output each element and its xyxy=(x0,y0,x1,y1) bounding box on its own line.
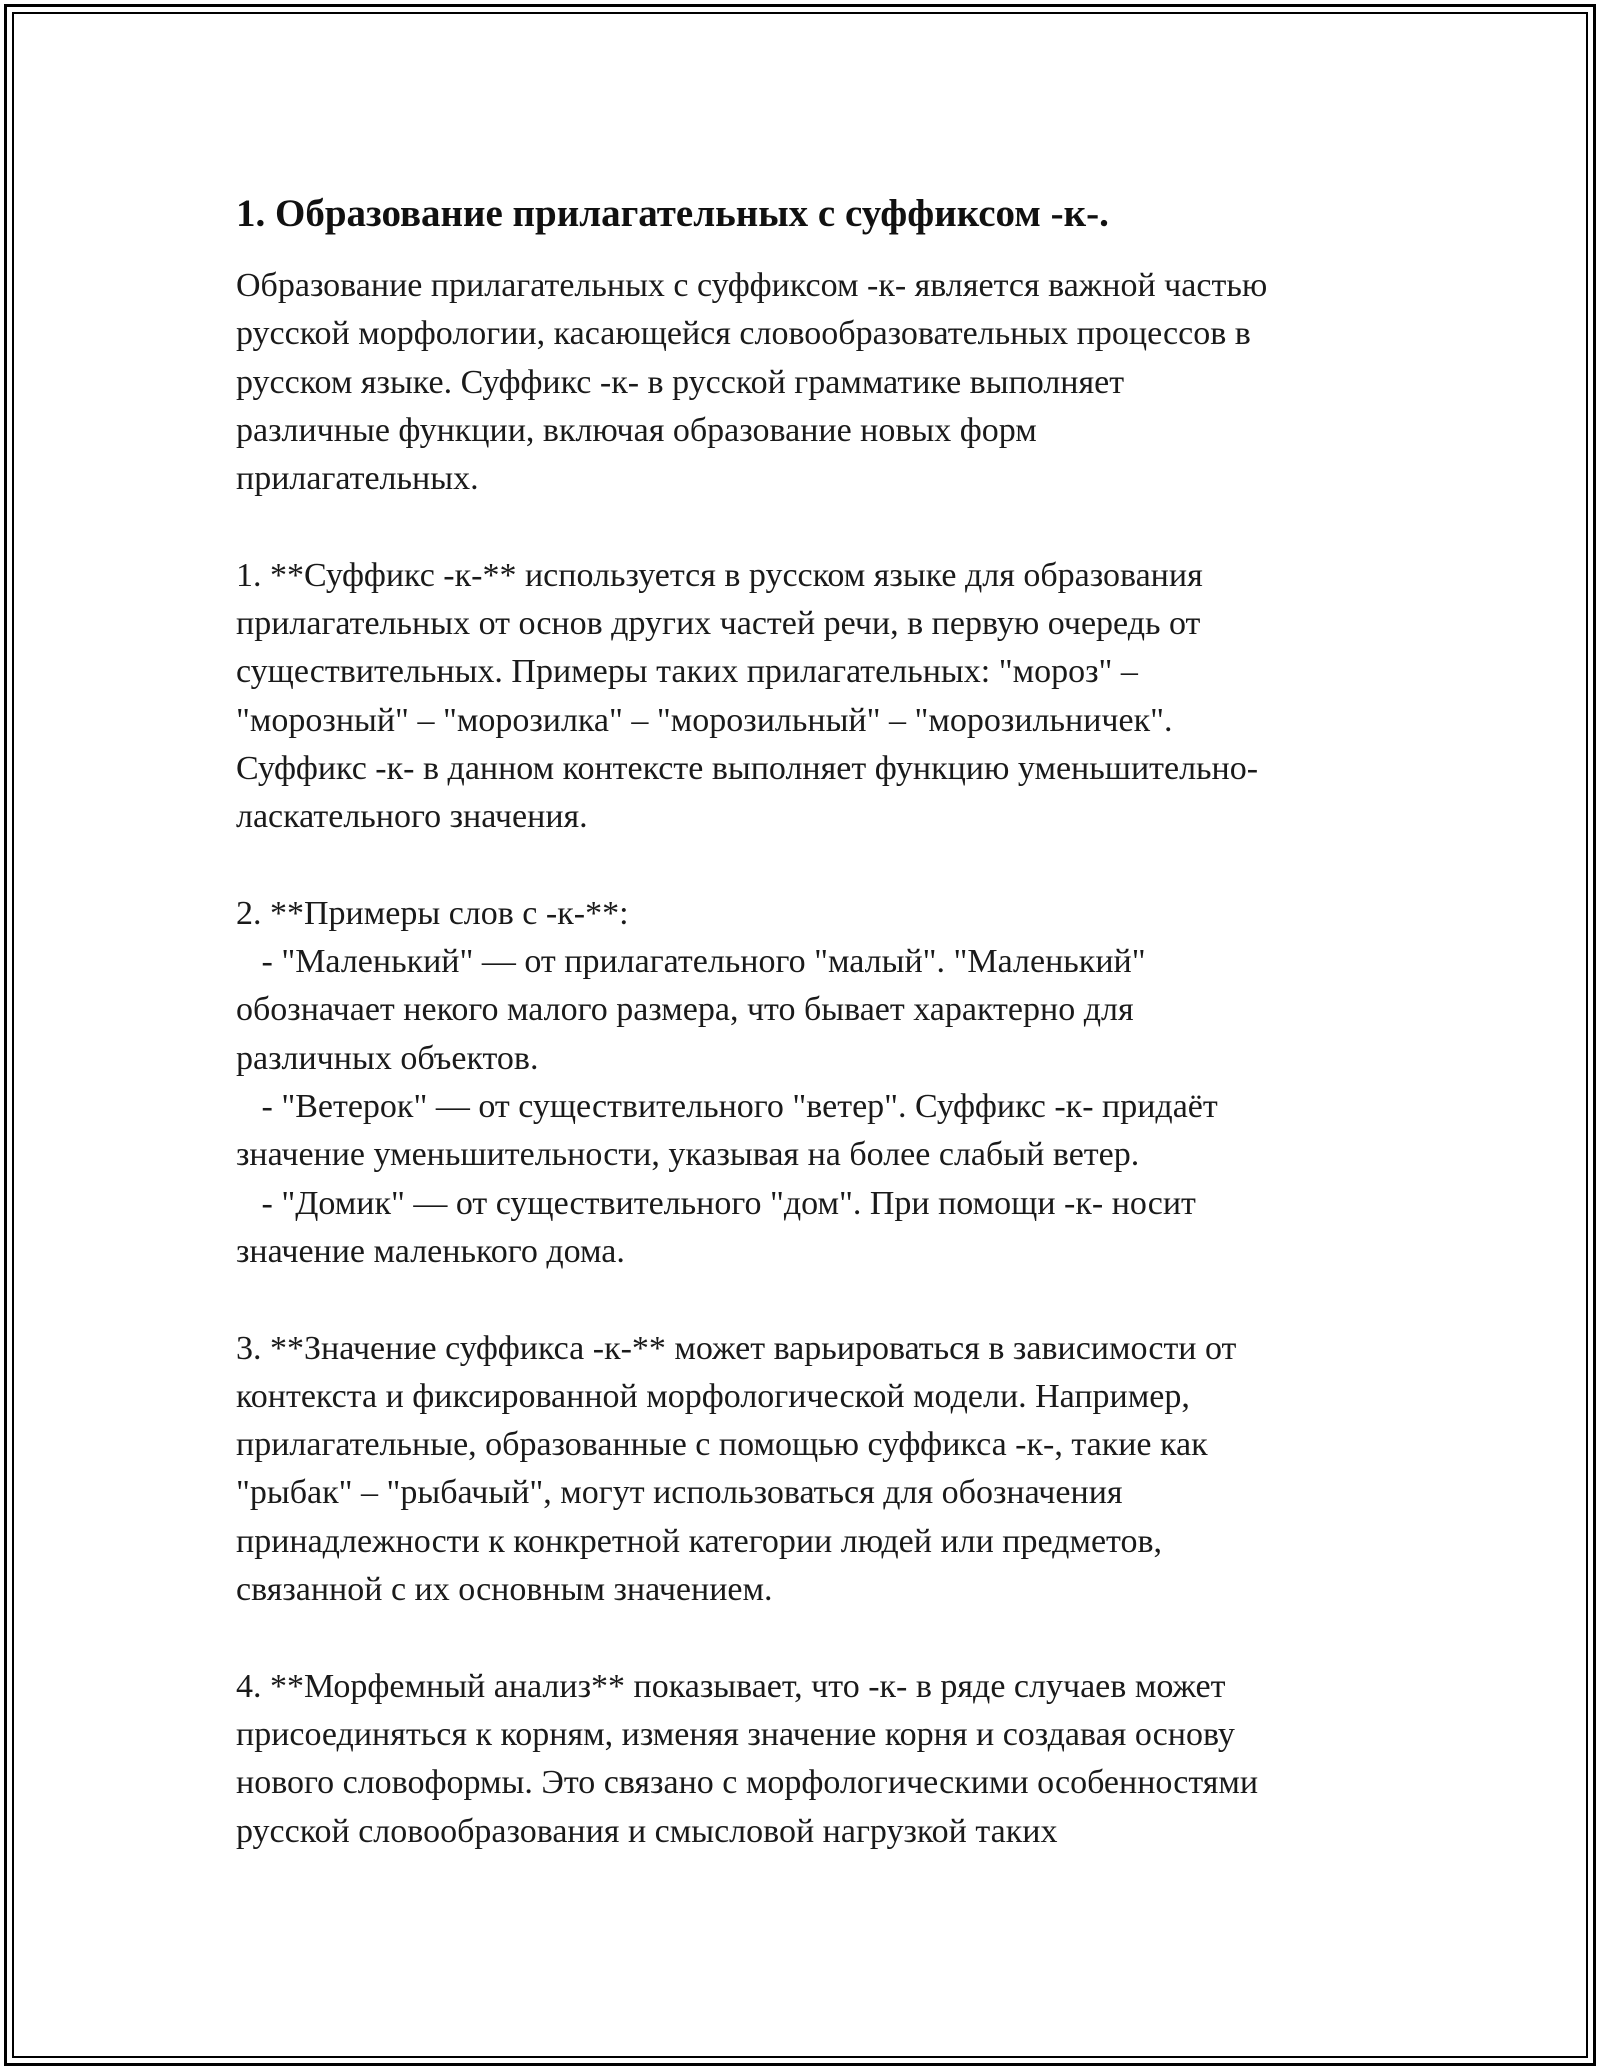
paragraph-gap xyxy=(236,503,1376,551)
paragraph-gap xyxy=(236,1276,1376,1324)
paragraph-point-2: 2. **Примеры слов с -к-**: - "Маленький" — от прилагательного "малый". "Маленький" обозначает некого малого размера, что бывает характерно для различных объектов. - "Ветерок" — от существительного "ветер". Суффикс -к- придаёт значение уменьшительности, указывая на более слабый ветер. - "Домик" — от существительного "дом". При помощи -к- носит значение маленького дома. xyxy=(236,894,1218,1270)
paragraph-gap xyxy=(236,1614,1376,1662)
paragraph-point-3: 3. **Значение суффикса -к-** может варьироваться в зависимости от контекста и фиксированной морфологической модели. Например, прилагательные, образованные с помощью суффикса -к-, такие как "рыбак" – "рыбачый", могут использоваться для обозначения принадлежности к конкретной категории людей или предметов, связанной с их основным значением. xyxy=(236,1329,1237,1609)
paragraph-point-4: 4. **Морфемный анализ** показывает, что -к- в ряде случаев может присоединяться к корням, изменяя значение корня и создавая основу нового словоформы. Это связано с морфологическими особенностями русской словообразования и смысловой нагрузкой таких xyxy=(236,1667,1259,1850)
paragraph-gap xyxy=(236,842,1376,890)
document-body xyxy=(236,188,1376,1856)
document-title: 1. Образование прилагательных с суффиксом -к-. xyxy=(236,192,1109,235)
paragraph-point-1: 1. **Суффикс -к-** используется в русском языке для образования прилагательных от основ других частей речи, в первую очередь от существительных. Примеры таких прилагательных: "мороз" – "морозный" – "морозилка" – "морозильный" – "морозильничек". Суффикс -к- в данном контексте выполняет функцию уменьшительно- ласкательного значения. xyxy=(236,556,1259,836)
paragraph-intro: Образование прилагательных с суффиксом -к- является важной частью русской морфологии, касающейся словообразовательных процессов в русском языке. Суффикс -к- в русской грамматике выполняет различные функции, включая образование новых форм прилагательных. xyxy=(236,267,1268,498)
